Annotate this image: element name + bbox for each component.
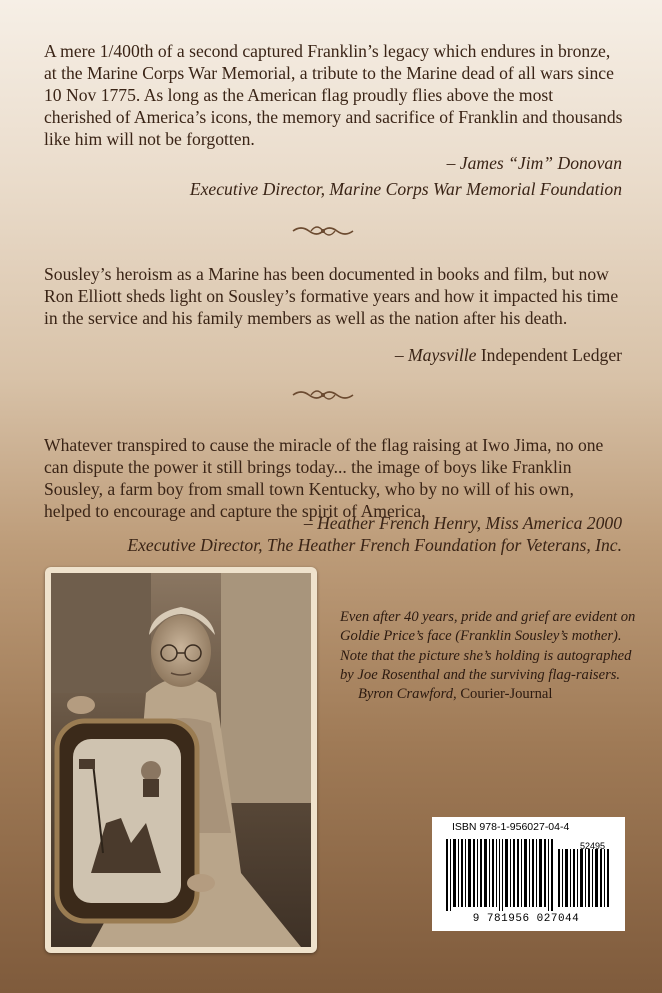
isbn-barcode bbox=[432, 817, 625, 931]
ornament-divider-icon bbox=[291, 221, 355, 241]
attribution-henry-name: – Heather French Henry, Miss America 2000 bbox=[303, 513, 622, 533]
caption-text: Even after 40 years, pride and grief are evident on Goldie Price’s face (Franklin Sousley’s mother). Note that the picture she’s holding is autographed by Joe Rosenthal and the surviving flag-raisers. bbox=[340, 609, 636, 683]
barcode-number: 9 781956 027044 bbox=[472, 913, 580, 925]
quote-henry: Whatever transpired to cause the miracle of the flag raising at Iwo Jima, no one can dispute the power it still brings today... the image of boys like Franklin Sousley, a farm boy from small town Kentucky, who by no will of his own, helped to encourage and capture the spirit of America. bbox=[44, 435, 604, 521]
caption-credit bbox=[340, 685, 640, 704]
photo-caption bbox=[340, 608, 640, 704]
attribution-ledger-rest: Independent Ledger bbox=[476, 345, 622, 365]
isbn-label: ISBN 978-1-956027-04-4 bbox=[452, 821, 570, 833]
attribution-donovan-name: – James “Jim” Donovan bbox=[446, 153, 622, 173]
attribution-donovan-title: Executive Director, Marine Corps War Memorial Foundation bbox=[189, 179, 622, 199]
attribution-henry-title: Executive Director, The Heather French Foundation for Veterans, Inc. bbox=[127, 535, 622, 555]
quote-ledger: Sousley’s heroism as a Marine has been documented in books and film, but now Ron Elliott sheds light on Sousley’s formative years and how it impacted his time in the service and his family members as well as the nation after his death. bbox=[44, 264, 619, 328]
attribution-ledger-prefix: – bbox=[394, 345, 409, 365]
price-code: 52495 bbox=[580, 841, 606, 851]
attribution-ledger-italic: Maysville bbox=[408, 345, 477, 365]
attribution-ledger bbox=[395, 344, 622, 366]
caption-credit-source: , Courier-Journal bbox=[453, 686, 553, 703]
photo-image bbox=[51, 573, 311, 947]
ornament-divider-icon bbox=[291, 385, 355, 405]
photo-goldie-price bbox=[45, 567, 317, 953]
caption-credit-name: Byron Crawford bbox=[358, 686, 454, 703]
quote-donovan: A mere 1/400th of a second captured Franklin’s legacy which endures in bronze, at the Marine Corps War Memorial, a tribute to the Marine dead of all wars since 10 Nov 1775. As long as the American flag proudly flies above the most cherished of America’s icons, the memory and sacrifice of Franklin and thousands like him will not be forgotten. bbox=[44, 41, 623, 149]
